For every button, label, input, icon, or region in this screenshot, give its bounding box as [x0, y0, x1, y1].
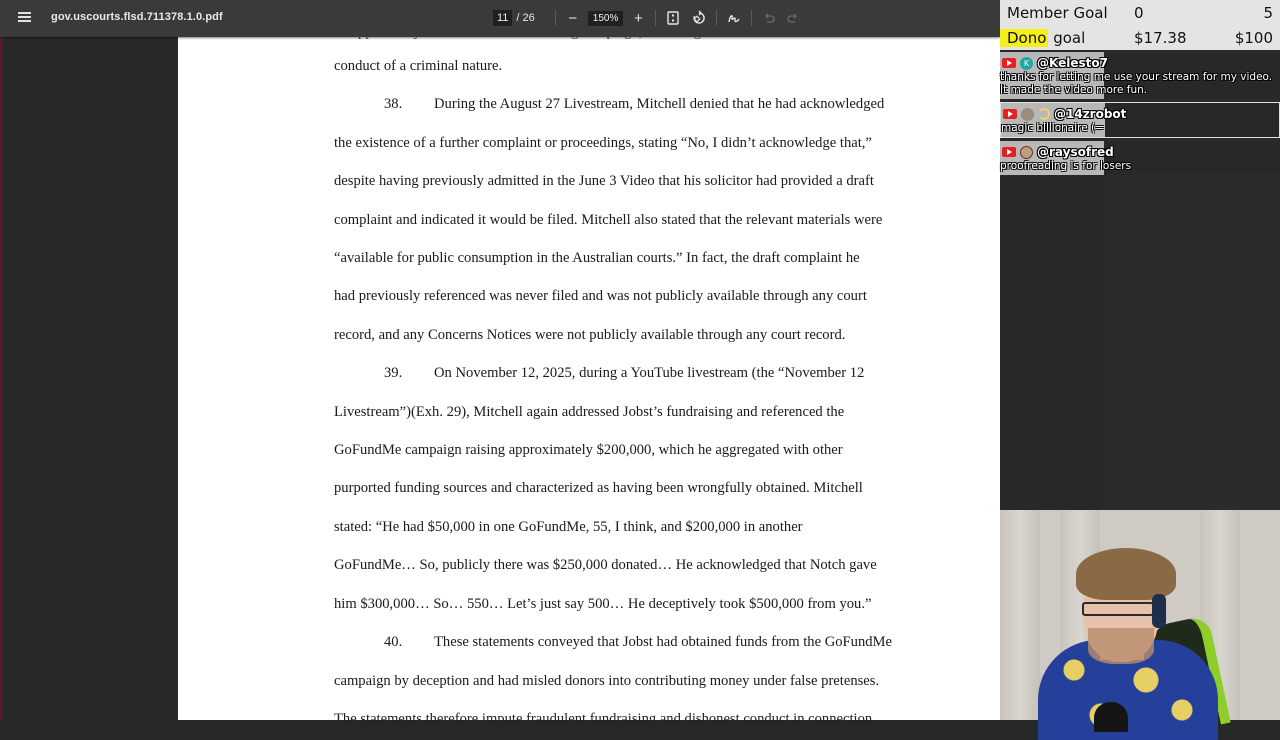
streamer-hair	[1076, 548, 1176, 600]
toolbar-divider	[751, 10, 752, 26]
line-text: During the August 27 Livestream, Mitchell denied that he had acknowledged	[434, 96, 885, 113]
member-badge-icon	[1038, 108, 1050, 120]
chat-message	[1000, 52, 1280, 99]
glasses	[1082, 602, 1154, 616]
line-text: GoFundMe campaign raising approximately $200,000, which he aggregated with other	[334, 442, 843, 459]
text-line	[334, 239, 984, 277]
toolbar-divider	[716, 10, 717, 26]
goal-label	[1007, 26, 1085, 51]
chat-username: @Kelesto7	[1037, 56, 1108, 70]
text-line	[334, 431, 984, 469]
chat-message	[1000, 141, 1280, 175]
text-line	[334, 508, 984, 546]
text-line	[334, 47, 984, 85]
headphones	[1152, 594, 1166, 628]
menu-icon[interactable]	[18, 10, 34, 26]
pdf-viewer[interactable]	[2, 37, 1000, 727]
document-title: gov.uscourts.flsd.711378.1.0.pdf	[51, 11, 223, 23]
dono-goal-row	[1000, 26, 1280, 51]
stream-goals-overlay	[1000, 0, 1280, 50]
redo-icon[interactable]	[784, 9, 802, 27]
line-text: purported funding sources and characterized as having been wrongfully obtained. Mitchell	[334, 480, 863, 497]
toolbar-divider	[655, 10, 656, 26]
page-text	[334, 27, 984, 738]
text-line	[334, 124, 984, 162]
page-number-input[interactable]: 11	[493, 10, 512, 26]
paragraph-start-line	[334, 85, 984, 123]
line-text: despite having previously admitted in the June 3 Video that his solicitor had provided a draft	[334, 173, 874, 190]
text-line	[334, 277, 984, 315]
page-total: / 26	[516, 12, 535, 24]
avatar	[1021, 108, 1034, 121]
goal-target: $100	[1234, 29, 1273, 47]
line-text: complaint and indicated it would be filed. Mitchell also stated that the relevant materials were	[334, 211, 883, 228]
line-text: stated: “He had $50,000 in one GoFundMe, 55, I think, and $200,000 in another	[334, 518, 803, 535]
chat-text: magic billionaire (=	[1001, 122, 1104, 134]
streamer-beard	[1088, 628, 1154, 664]
chat-message	[1000, 102, 1280, 138]
paragraph-start-line	[334, 354, 984, 392]
goal-current: 0	[1134, 4, 1144, 22]
paragraph-number: 38.	[384, 96, 403, 113]
chat-text: thanks for letting me use your stream for my video. It made the video more fun.	[1000, 71, 1273, 96]
text-line	[334, 162, 984, 200]
chat-username: @raysofred	[1037, 145, 1114, 159]
avatar	[1020, 146, 1033, 159]
stream-chat-overlay	[1000, 52, 1280, 178]
text-line	[334, 585, 984, 623]
text-line	[334, 201, 984, 239]
chat-text: proofreading is for losers	[1000, 160, 1132, 172]
line-text: The statements therefore impute fraudulent fundraising and dishonest conduct in connection	[334, 710, 873, 727]
line-text: GoFundMe… So, publicly there was $250,000 donated… He acknowledged that Notch gave	[334, 557, 877, 574]
youtube-icon	[1002, 58, 1016, 68]
line-text: record, and any Concerns Notices were not publicly available through any court record.	[334, 326, 846, 343]
text-line	[334, 393, 984, 431]
zoom-in-button[interactable]: +	[633, 9, 643, 27]
text-line	[334, 700, 984, 738]
paragraph-start-line	[334, 623, 984, 661]
fit-page-icon[interactable]	[664, 9, 682, 27]
text-line	[334, 546, 984, 584]
line-text: campaign by deception and had misled donors into contributing money under false pretenses.	[334, 672, 880, 689]
line-text: “available for public consumption in the Australian courts.” In fact, the draft complaint he	[334, 250, 860, 267]
line-text: Livestream”)(Exh. 29), Mitchell again addressed Jobst’s fundraising and referenced the	[334, 403, 845, 420]
member-goal-row	[1000, 1, 1280, 26]
goal-label-highlight: Dono	[1000, 29, 1048, 47]
goal-label-rest: goal	[1048, 29, 1086, 47]
webcam-feed	[1000, 510, 1280, 720]
paragraph-number: 40.	[384, 634, 403, 651]
toolbar-divider	[555, 10, 556, 26]
zoom-out-button[interactable]: −	[568, 9, 578, 27]
pdf-page	[178, 37, 1000, 727]
curtain	[1000, 510, 1040, 720]
goal-target: 5	[1263, 4, 1273, 22]
avatar: K	[1020, 57, 1033, 70]
line-text: the existence of a further complaint or proceedings, stating “No, I didn’t acknowledge that,”	[334, 134, 872, 151]
youtube-icon	[1003, 109, 1017, 119]
line-text: conduct of a criminal nature.	[334, 58, 503, 74]
line-text: These statements conveyed that Jobst had obtained funds from the GoFundMe	[434, 634, 892, 651]
line-text: On November 12, 2025, during a YouTube livestream (the “November 12	[434, 365, 865, 382]
line-text: had previously referenced was never filed and was not publicly available through any court	[334, 288, 867, 305]
goal-current: $17.38	[1134, 29, 1187, 47]
rotate-icon[interactable]	[690, 9, 708, 27]
text-line	[334, 469, 984, 507]
youtube-icon	[1002, 147, 1016, 157]
microphone	[1094, 702, 1128, 732]
draw-icon[interactable]	[725, 9, 743, 27]
paragraph-number: 39.	[384, 365, 403, 382]
goal-label: Member Goal	[1007, 4, 1108, 22]
undo-icon[interactable]	[760, 9, 778, 27]
chat-username: @14zrobot	[1054, 107, 1127, 121]
toolbar-controls	[493, 7, 802, 29]
text-line	[334, 662, 984, 700]
pdf-toolbar	[0, 0, 1000, 37]
line-text: him $300,000… So… 550… Let’s just say 500… He deceptively took $500,000 from you.”	[334, 595, 872, 612]
text-line	[334, 316, 984, 354]
zoom-level-input[interactable]: 150%	[588, 11, 624, 26]
